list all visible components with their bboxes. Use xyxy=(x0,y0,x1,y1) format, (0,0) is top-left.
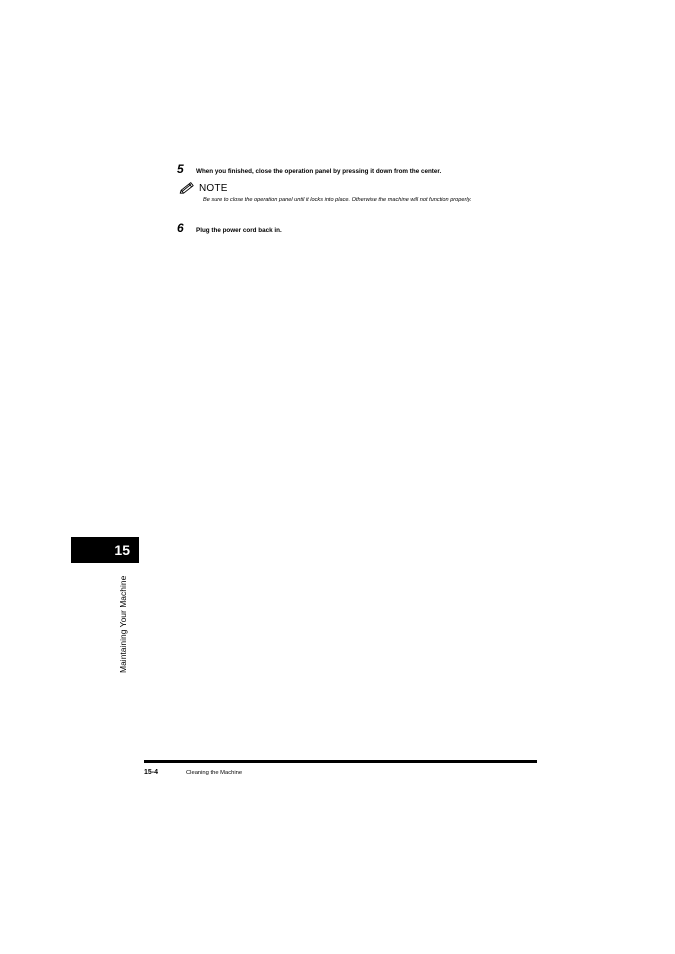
step-5 xyxy=(177,162,441,176)
step-number: 5 xyxy=(177,162,184,176)
section-title: Cleaning the Machine xyxy=(186,770,243,776)
chapter-number: 15 xyxy=(114,542,130,558)
chapter-title: Maintaining Your Machine xyxy=(118,575,128,673)
note-label: NOTE xyxy=(199,182,228,194)
note-text: Be sure to close the operation panel until it locks into place. Otherwise the machine will not function properly. xyxy=(203,197,472,203)
step-instruction: When you finished, close the operation panel by pressing it down from the center. xyxy=(196,168,442,175)
step-6 xyxy=(177,221,282,235)
step-instruction: Plug the power cord back in. xyxy=(196,227,282,234)
footer-rule xyxy=(144,760,537,763)
page-number: 15-4 xyxy=(144,769,159,776)
note-header xyxy=(178,181,228,195)
step-number: 6 xyxy=(177,221,184,235)
chapter-tab xyxy=(71,537,139,563)
pencil-icon xyxy=(178,181,196,195)
